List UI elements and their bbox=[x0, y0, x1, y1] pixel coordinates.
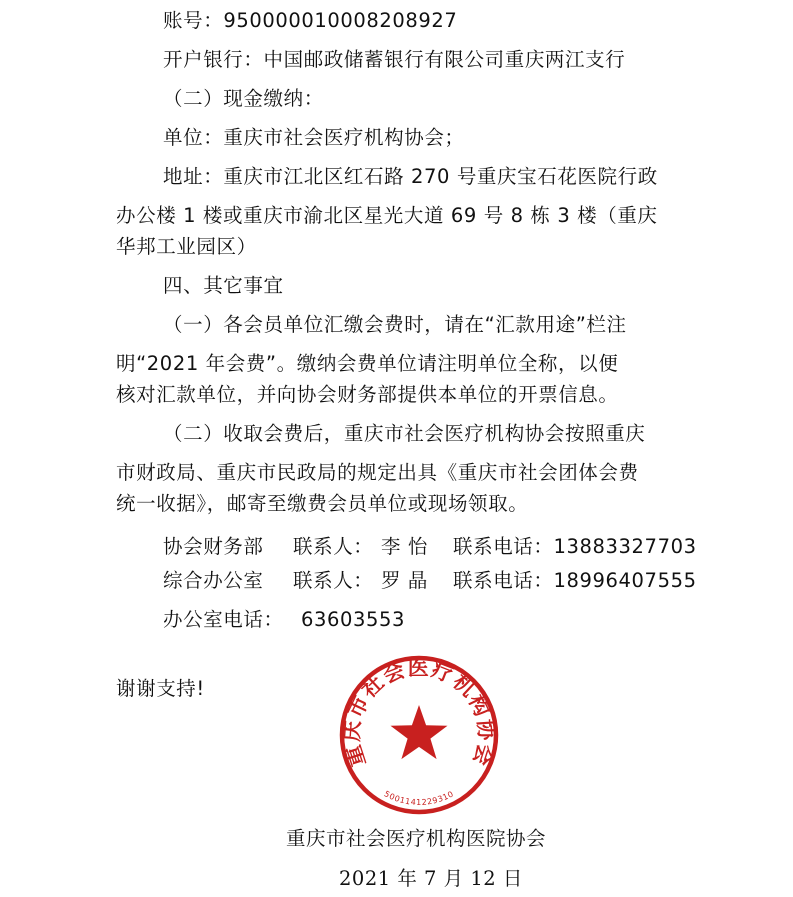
seal-code: 5001141229310 bbox=[382, 789, 456, 807]
address-line-3: 华邦工业园区） bbox=[116, 235, 257, 258]
contact-row-finance bbox=[163, 534, 697, 560]
bank-line bbox=[163, 47, 625, 73]
contact-dept: 协会财务部 bbox=[163, 535, 264, 558]
contact-phone-label: 联系电话： bbox=[453, 535, 554, 558]
account-line bbox=[163, 8, 457, 34]
contact-dept: 综合办公室 bbox=[163, 569, 264, 592]
item2-line-3: 统一收据》，邮寄至缴费会员单位或现场领取。 bbox=[116, 492, 529, 515]
contact-phone: 13883327703 bbox=[553, 535, 697, 558]
item1-line-1: （一）各会员单位汇缴会费时，请在“汇款用途”栏注 bbox=[163, 313, 627, 336]
contact-phone: 18996407555 bbox=[553, 569, 697, 592]
official-seal bbox=[337, 653, 501, 817]
bank-label: 开户银行： bbox=[163, 48, 264, 71]
account-number: 950000010008208927 bbox=[223, 9, 458, 32]
address-label: 地址： bbox=[163, 165, 224, 188]
item2-line-2: 市财政局、重庆市民政局的规定出具《重庆市社会团体会费 bbox=[116, 461, 639, 484]
item1-line-3: 核对汇款单位，并向协会财务部提供本单位的开票信息。 bbox=[116, 383, 619, 406]
cash-heading: （二）现金缴纳： bbox=[163, 87, 324, 110]
signature-date: 2021 年 7 月 12 日 bbox=[339, 867, 523, 890]
unit-label: 单位： bbox=[163, 126, 224, 149]
contact-row-office bbox=[163, 568, 697, 594]
unit-line bbox=[163, 125, 465, 151]
item1-line-2: 明“2021 年会费”。缴纳会费单位请注明单位全称，以便 bbox=[116, 352, 619, 375]
contact-person-label: 联系人： bbox=[293, 535, 374, 558]
unit-name: 重庆市社会医疗机构协会； bbox=[223, 126, 465, 149]
office-phone-label: 办公室电话： bbox=[163, 608, 284, 631]
office-phone-line bbox=[163, 607, 405, 633]
contact-phone-label: 联系电话： bbox=[453, 569, 554, 592]
seal-arc-text: 重庆市社会医疗机构协会 bbox=[338, 654, 500, 771]
other-heading: 四、其它事宜 bbox=[163, 274, 284, 297]
bank-name: 中国邮政储蓄银行有限公司重庆两江支行 bbox=[263, 48, 626, 71]
item2-line-1: （二）收取会费后，重庆市社会医疗机构协会按照重庆 bbox=[163, 422, 646, 445]
address-line-1 bbox=[163, 164, 658, 190]
office-phone-number: 63603553 bbox=[301, 608, 406, 631]
contact-person: 李 怡 bbox=[381, 535, 428, 558]
seal-star-icon bbox=[391, 705, 448, 759]
closing-text: 谢谢支持! bbox=[116, 677, 205, 700]
address-line-2: 办公楼 1 楼或重庆市渝北区星光大道 69 号 8 栋 3 楼（重庆 bbox=[116, 204, 658, 227]
contact-person-label: 联系人： bbox=[293, 569, 374, 592]
signature-org: 重庆市社会医疗机构医院协会 bbox=[286, 827, 547, 850]
address-text-1: 重庆市江北区红石路 270 号重庆宝石花医院行政 bbox=[223, 165, 658, 188]
contact-person: 罗 晶 bbox=[381, 569, 428, 592]
account-label: 账号： bbox=[163, 9, 224, 32]
